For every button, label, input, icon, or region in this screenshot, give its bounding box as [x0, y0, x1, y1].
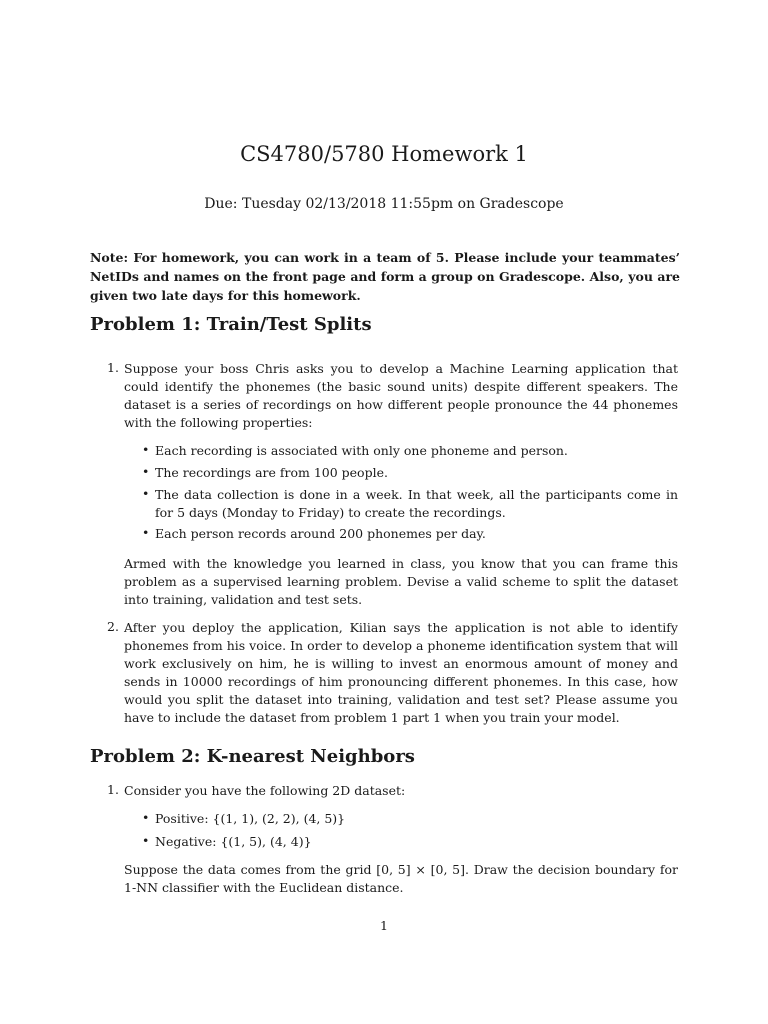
- problem2-heading: Problem 2: K-nearest Neighbors: [90, 746, 415, 767]
- due-date: Due: Tuesday 02/13/2018 11:55pm on Gradescope: [204, 196, 564, 212]
- page-number: 1: [380, 918, 388, 933]
- bullet-icon: •: [142, 464, 150, 479]
- bullet-icon: •: [142, 525, 150, 540]
- note-paragraph: Note: For homework, you can work in a team of 5. Please include your teammates’ NetIDs and names on the front page and form a group on Gradescope. Also, you are given two late days for this homework.: [90, 250, 680, 303]
- bullet-icon: •: [142, 810, 150, 825]
- p2-q1-followup: Suppose the data comes from the grid [0, 5] × [0, 5]. Draw the decision boundary for 1-NN classifier with the Euclidean distance.: [124, 862, 678, 895]
- p1-q1-bullet-2: The recordings are from 100 people.: [155, 465, 388, 480]
- p1-q1-bullet-1: Each recording is associated with only one phoneme and person.: [155, 443, 568, 458]
- p1-q1-followup: Armed with the knowledge you learned in class, you know that you can frame this problem as a supervised learning problem. Devise a valid scheme to split the dataset into training, validation and test sets.: [124, 556, 678, 607]
- p1-q1-intro: Suppose your boss Chris asks you to develop a Machine Learning application that could identify the phonemes (the basic sound units) despite different speakers. The dataset is a series of recordings on how different people pronounce the 44 phonemes with the following properties:: [124, 361, 678, 430]
- p1-q1-number: 1.: [107, 360, 119, 375]
- bullet-icon: •: [142, 486, 150, 501]
- p2-q1-bullet-1: Positive: {(1, 1), (2, 2), (4, 5)}: [155, 811, 346, 826]
- p1-q1-bullet-4: Each person records around 200 phonemes per day.: [155, 526, 486, 541]
- p1-q2-text: After you deploy the application, Kilian says the application is not able to identify phonemes from his voice. In order to develop a phoneme identification system that will work exclusively on him, he is willing to invest an enormous amount of money and sends in 10000 recordings of him pronouncing different phonemes. In this case, how would you split the dataset into training, validation and test set? Please assume you have to include the dataset from problem 1 part 1 when you train your model.: [124, 620, 678, 725]
- p1-q2-number: 2.: [107, 619, 119, 634]
- problem1-heading: Problem 1: Train/Test Splits: [90, 314, 372, 335]
- p2-q1-intro: Consider you have the following 2D dataset:: [124, 783, 406, 798]
- p1-q1-bullet-3: The data collection is done in a week. In that week, all the participants come in for 5 days (Monday to Friday) to create the recordings.: [155, 487, 678, 520]
- bullet-icon: •: [142, 442, 150, 457]
- bullet-icon: •: [142, 833, 150, 848]
- p2-q1-number: 1.: [107, 782, 119, 797]
- document-title: CS4780/5780 Homework 1: [240, 142, 528, 166]
- p2-q1-bullet-2: Negative: {(1, 5), (4, 4)}: [155, 834, 312, 849]
